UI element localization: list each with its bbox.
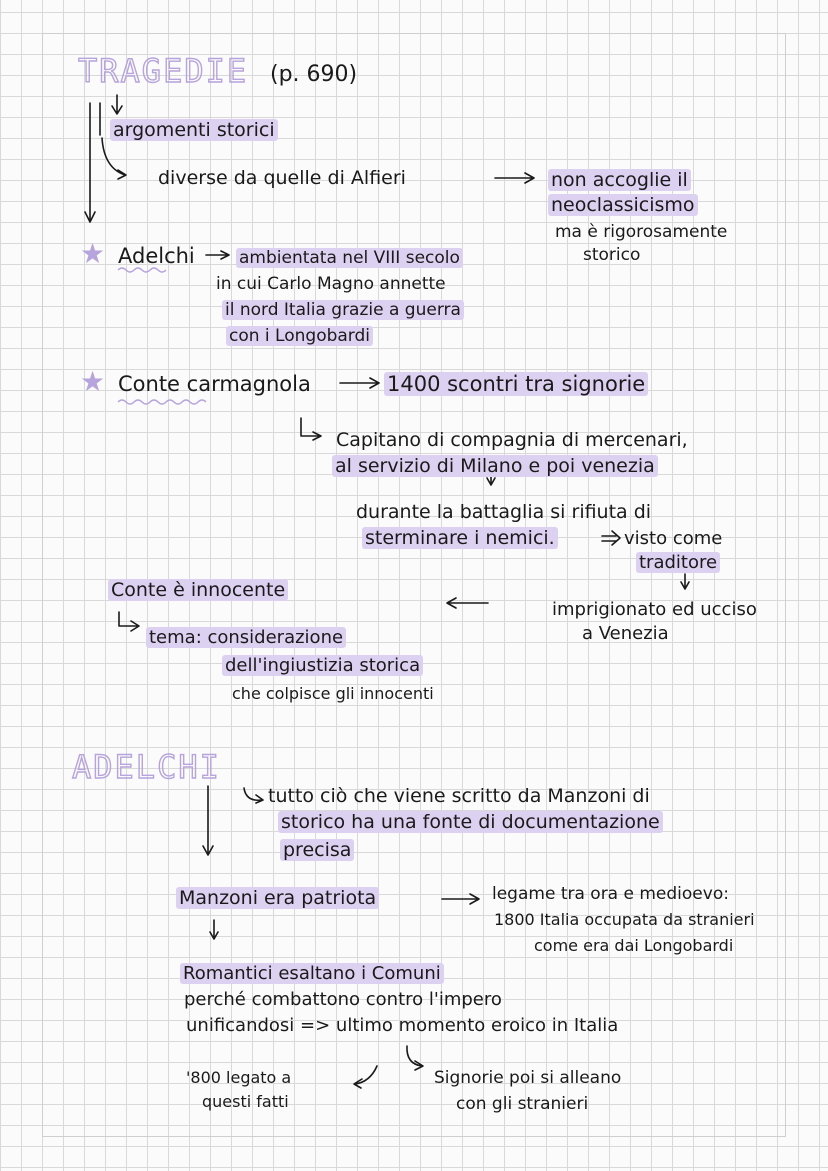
visto-line-2: traditore — [636, 551, 720, 575]
tutto-line-1: tutto ciò che viene scritto da Manzoni di — [268, 785, 650, 807]
conte-1400: 1400 scontri tra signorie — [384, 372, 648, 396]
durante-line-2: sterminare i nemici. — [362, 526, 558, 550]
tema-line-1: tema: considerazione — [146, 626, 346, 650]
imprig-line-1: imprigionato ed ucciso — [552, 599, 757, 620]
wavy-underline — [118, 268, 166, 272]
durante-line-1: durante la battaglia si rifiuta di — [356, 501, 652, 523]
tutto-line-2: storico ha una fonte di documentazione — [278, 810, 663, 834]
adelchi-line-2: in cui Carlo Magno annette — [216, 274, 446, 294]
page-reference: (p. 690) — [270, 62, 358, 87]
legame-line-1: legame tra ora e medioevo: — [492, 884, 729, 904]
ottocento-line-2: questi fatti — [202, 1092, 289, 1111]
note-non-accoglie-1: non accoglie il — [548, 168, 691, 192]
star-icon: ★ — [80, 237, 106, 270]
adelchi-line-4: con i Longobardi — [226, 324, 373, 348]
tema-line-2: dell'ingiustizia storica — [222, 654, 423, 678]
tutto-line-3: precisa — [280, 838, 354, 862]
star-icon: ★ — [80, 365, 106, 398]
section-title-tragedie: TRAGEDIE — [78, 52, 249, 90]
ottocento-line-1: '800 legato a — [186, 1068, 292, 1087]
patriota: Manzoni era patriota — [176, 886, 379, 910]
capitano-line-1: Capitano di compagnia di mercenari, — [336, 429, 688, 451]
conte-innocente: Conte è innocente — [108, 578, 288, 602]
adelchi-line-1: ambientata nel VIII secolo — [236, 246, 463, 270]
note-rigoroso-2: storico — [583, 245, 641, 265]
signorie-line-1: Signorie poi si alleano — [434, 1068, 622, 1088]
imprig-line-2: a Venezia — [582, 623, 669, 644]
note-diverse: diverse da quelle di Alfieri — [158, 167, 406, 189]
visto-line-1: visto come — [624, 528, 723, 549]
note-non-accoglie-2: neoclassicismo — [548, 193, 698, 217]
romantici-line-2: perché combattono contro l'impero — [184, 989, 502, 1010]
note-argomenti: argomenti storici — [110, 118, 278, 142]
topic-adelchi: Adelchi — [118, 244, 195, 268]
tema-line-3: che colpisce gli innocenti — [232, 684, 434, 703]
adelchi-line-3: il nord Italia grazie a guerra — [222, 298, 464, 322]
signorie-line-2: con gli stranieri — [456, 1094, 589, 1114]
legame-line-2: 1800 Italia occupata da stranieri — [494, 910, 755, 929]
legame-line-3: come era dai Longobardi — [534, 936, 734, 955]
romantici-line-1: Romantici esaltano i Comuni — [180, 962, 444, 986]
section-title-adelchi: ADELCHI — [72, 748, 221, 786]
capitano-line-2: al servizio di Milano e poi venezia — [332, 454, 658, 478]
note-rigoroso-1: ma è rigorosamente — [555, 222, 728, 242]
romantici-line-3: unificandosi => ultimo momento eroico in Italia — [186, 1015, 619, 1036]
topic-conte: Conte carmagnola — [118, 372, 311, 396]
